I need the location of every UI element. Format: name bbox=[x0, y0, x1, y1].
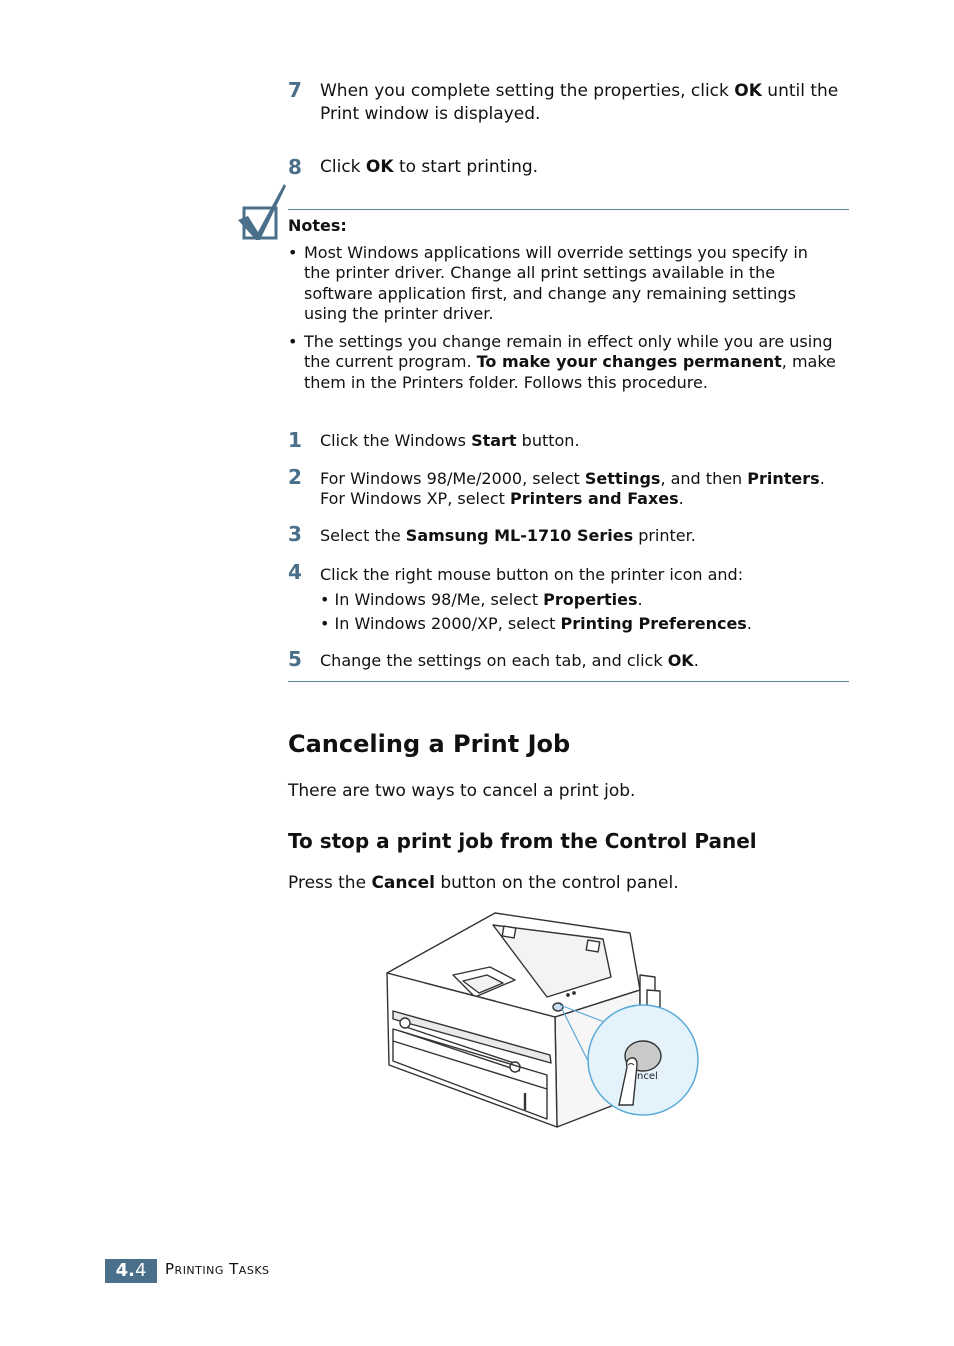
proc-step-2-line-a bbox=[320, 469, 850, 489]
note-bullet-2-pre: The settings you change remain in effect only while you are using the current program. bbox=[304, 332, 833, 372]
proc-step-2-line-b bbox=[320, 489, 850, 509]
printer-illustration bbox=[375, 905, 710, 1135]
s4-i1-bold: Properties bbox=[543, 589, 638, 609]
press-post: button on the control panel. bbox=[434, 873, 679, 893]
note-bullet-2 bbox=[288, 332, 836, 393]
note-bullet-2-bold: To make your changes permanent bbox=[476, 352, 782, 372]
note-bullet-2-post: , make them in the Printers folder. Follows this procedure. bbox=[304, 352, 836, 392]
press-pre: Press the bbox=[288, 873, 372, 893]
proc-step-4-text bbox=[320, 563, 850, 637]
page-minor: 4 bbox=[134, 1260, 147, 1281]
proc-step-number-4: 4 bbox=[288, 560, 302, 584]
step-number-7: 7 bbox=[288, 78, 302, 102]
press-cancel-text bbox=[288, 872, 679, 895]
s2-a-bold2: Printers bbox=[747, 469, 820, 488]
step-7-text bbox=[320, 80, 850, 126]
bullet-dot: • bbox=[288, 243, 298, 262]
bullet-dot: • bbox=[288, 332, 298, 351]
proc-step-3-text bbox=[320, 526, 850, 546]
proc-step-3-post: printer. bbox=[633, 526, 696, 545]
proc-step-1-text bbox=[320, 431, 850, 451]
proc-step-1-post: button. bbox=[516, 431, 580, 450]
s4-i2-pre: • In Windows 2000/XP, select bbox=[320, 614, 561, 633]
proc-step-5-post: . bbox=[693, 651, 699, 670]
step-8-bold: OK bbox=[365, 157, 394, 177]
s2-a-bold1: Settings bbox=[584, 469, 661, 488]
note-bullet-2-text bbox=[288, 332, 836, 393]
note-bullet-1-text: Most Windows applications will override settings you specify in the printer driver. Change all print settings available in the software application first, and change any remaining settings using the printer driver. bbox=[304, 243, 808, 323]
step-8-pre: Click bbox=[320, 157, 366, 177]
s2-a-post: . bbox=[819, 469, 825, 488]
step-7-bold: OK bbox=[734, 81, 762, 101]
proc-step-number-3: 3 bbox=[288, 522, 302, 546]
proc-step-4-main: Click the right mouse button on the printer icon and: bbox=[320, 565, 744, 584]
footer-chapter: Printing Tasks bbox=[165, 1260, 270, 1278]
section-intro: There are two ways to cancel a print job. bbox=[288, 781, 636, 801]
s2-a-mid: , and then bbox=[660, 469, 748, 488]
step-7-pre: When you complete setting the properties, click bbox=[320, 81, 735, 101]
proc-step-2-text bbox=[320, 469, 850, 509]
section-title: Canceling a Print Job bbox=[288, 730, 571, 758]
s4-i2-post: . bbox=[746, 614, 752, 633]
note-bullet-1 bbox=[288, 243, 836, 324]
proc-step-number-1: 1 bbox=[288, 428, 302, 452]
notes-bottom-rule bbox=[288, 681, 849, 682]
proc-step-3-bold: Samsung ML-1710 Series bbox=[405, 526, 634, 545]
s2-a-pre: For Windows 98/Me/2000, select bbox=[320, 469, 585, 488]
subsection-title: To stop a print job from the Control Panel bbox=[288, 829, 757, 853]
cancel-button-label: ncel bbox=[637, 1071, 658, 1082]
s2-b-post: . bbox=[678, 489, 684, 508]
proc-step-1-bold: Start bbox=[471, 431, 517, 450]
proc-step-5-bold: OK bbox=[667, 651, 694, 670]
s4-i2-bold: Printing Preferences bbox=[560, 614, 747, 633]
proc-step-3-pre: Select the bbox=[320, 526, 406, 545]
page-major: 4. bbox=[115, 1260, 135, 1281]
proc-step-4-item-2 bbox=[320, 612, 850, 637]
proc-step-1-pre: Click the Windows bbox=[320, 431, 472, 450]
s2-b-bold: Printers and Faxes bbox=[510, 489, 679, 508]
step-7-post: until the Print window is displayed. bbox=[320, 81, 839, 124]
proc-step-4-item-1 bbox=[320, 588, 850, 613]
s4-i1-post: . bbox=[637, 589, 643, 609]
step-number-8: 8 bbox=[288, 155, 302, 179]
s2-b-pre: For Windows XP, select bbox=[320, 489, 510, 508]
press-bold: Cancel bbox=[371, 873, 435, 893]
notes-title: Notes: bbox=[288, 216, 347, 235]
step-8-text bbox=[320, 156, 850, 179]
checkmark-icon bbox=[236, 180, 288, 244]
notes-top-rule bbox=[288, 209, 849, 210]
page-number-box bbox=[105, 1259, 157, 1283]
proc-step-number-5: 5 bbox=[288, 647, 302, 671]
s4-i1-pre: • In Windows 98/Me, select bbox=[320, 589, 544, 609]
proc-step-5-pre: Change the settings on each tab, and click bbox=[320, 651, 668, 670]
proc-step-5-text bbox=[320, 651, 850, 671]
proc-step-number-2: 2 bbox=[288, 465, 302, 489]
step-8-post: to start printing. bbox=[393, 157, 539, 177]
